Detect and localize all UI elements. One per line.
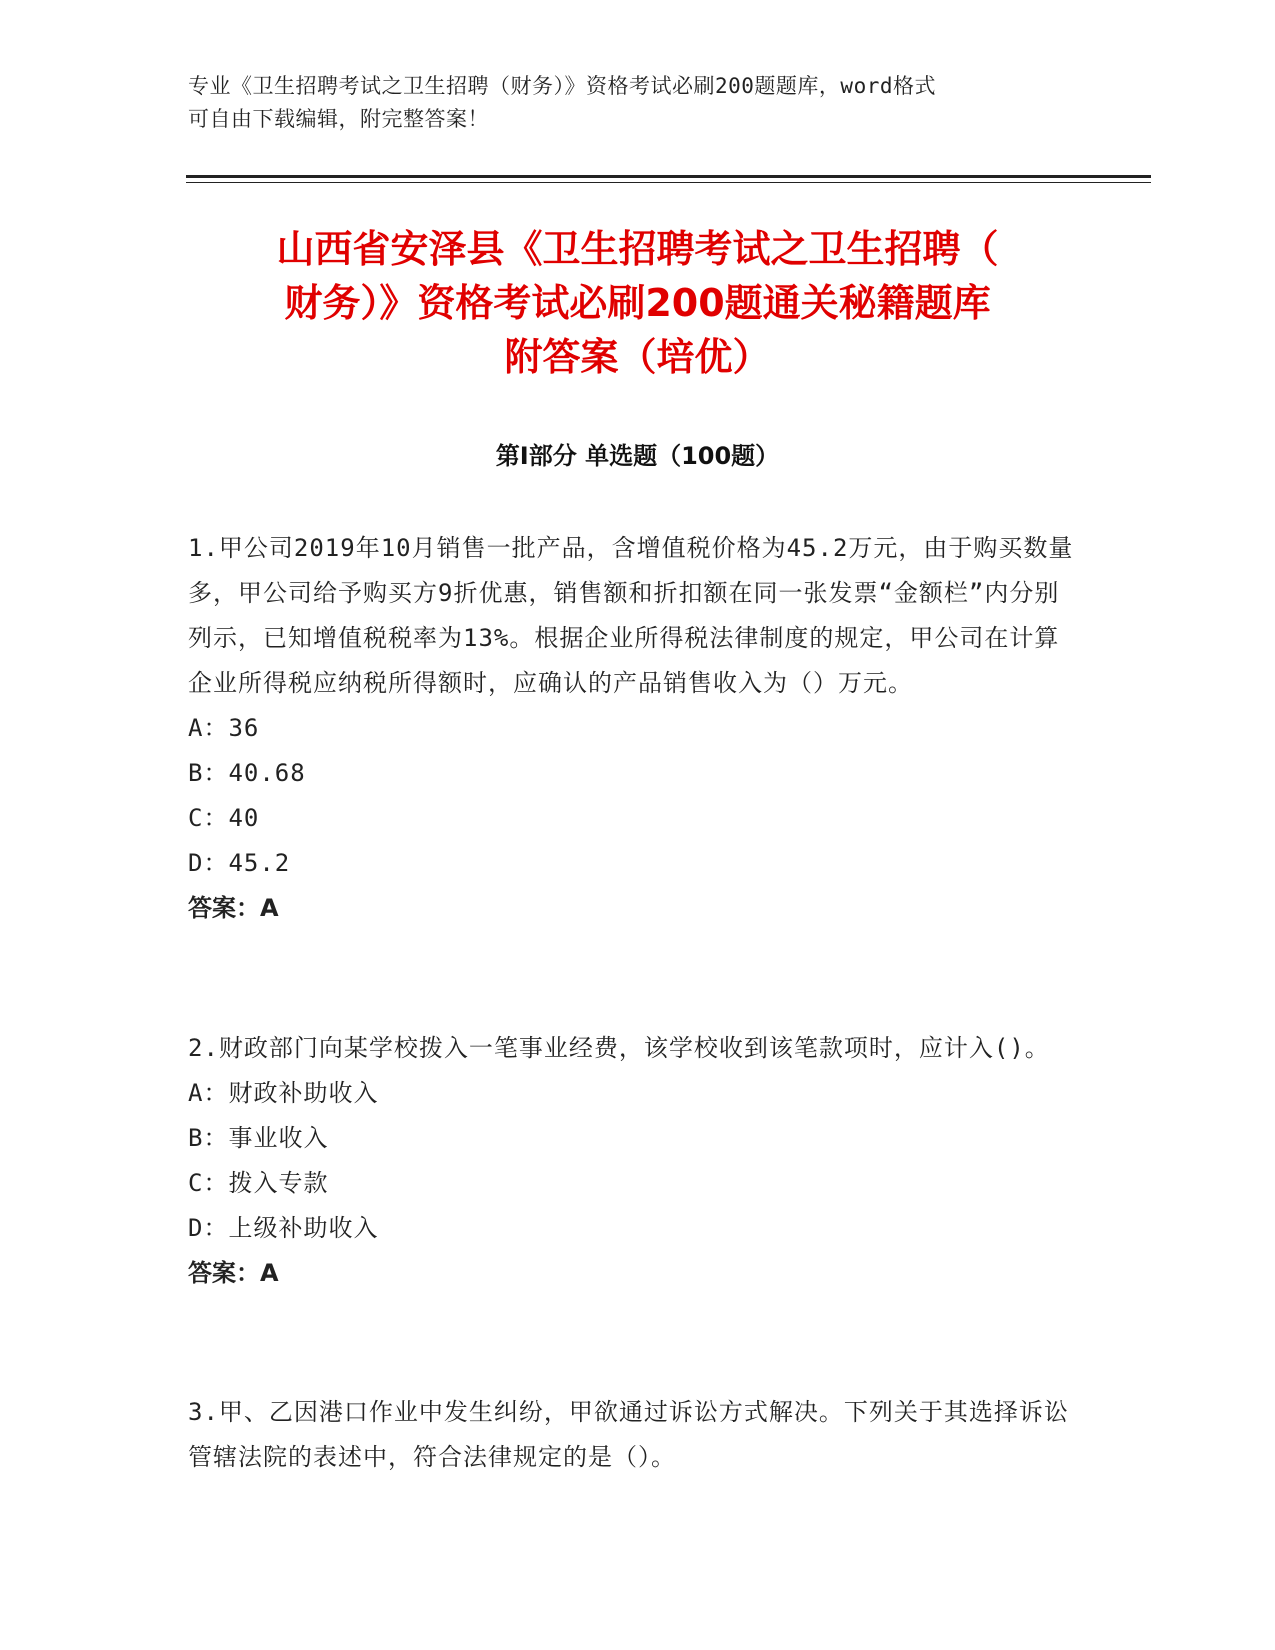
question-option: D：45.2 [188, 849, 291, 877]
title-line: 附答案（培优） [504, 335, 771, 379]
question-option: A：36 [188, 714, 260, 742]
title-line: 财务）》资格考试必刷200题通关秘籍题库 [284, 281, 991, 325]
question-answer: 答案：A [188, 894, 279, 922]
question-option: B：事业收入 [188, 1124, 329, 1152]
question-answer: 答案：A [188, 1259, 279, 1287]
question-item [188, 1390, 1078, 1480]
header-note-line: 专业《卫生招聘考试之卫生招聘（财务）》资格考试必刷200题题库，word格式 [188, 74, 936, 98]
section-title: 第Ⅰ部分 单选题（100题） [495, 442, 780, 470]
document-title [180, 222, 1095, 384]
question-option: D：上级补助收入 [188, 1214, 379, 1242]
question-option: C：40 [188, 804, 260, 832]
question-option: B：40.68 [188, 759, 306, 787]
header-divider [186, 175, 1151, 178]
question-item [188, 526, 1078, 931]
title-line: 山西省安泽县《卫生招聘考试之卫生招聘（ [276, 227, 999, 271]
question-option: A：财政补助收入 [188, 1079, 379, 1107]
header-note [188, 70, 1068, 136]
question-item [188, 1026, 1078, 1296]
question-stem: 1.甲公司2019年10月销售一批产品，含增值税价格为45.2万元，由于购买数量多，甲公司给予购买方9折优惠，销售额和折扣额在同一张发票“金额栏”内分别列示，已知增值税税率为13%。根据企业所得税法律制度的规定，甲公司在计算企业所得税应纳税所得额时，应确认的产品销售收入为（）万元。 [188, 534, 1074, 697]
header-note-line: 可自由下载编辑，附完整答案！ [188, 107, 489, 131]
question-stem: 3.甲、乙因港口作业中发生纠纷，甲欲通过诉讼方式解决。下列关于其选择诉讼管辖法院的表述中，符合法律规定的是（）。 [188, 1398, 1069, 1471]
question-option: C：拨入专款 [188, 1169, 329, 1197]
header-divider-thin [186, 182, 1151, 183]
question-stem: 2.财政部门向某学校拨入一笔事业经费，该学校收到该笔款项时，应计入()。 [188, 1034, 1050, 1062]
